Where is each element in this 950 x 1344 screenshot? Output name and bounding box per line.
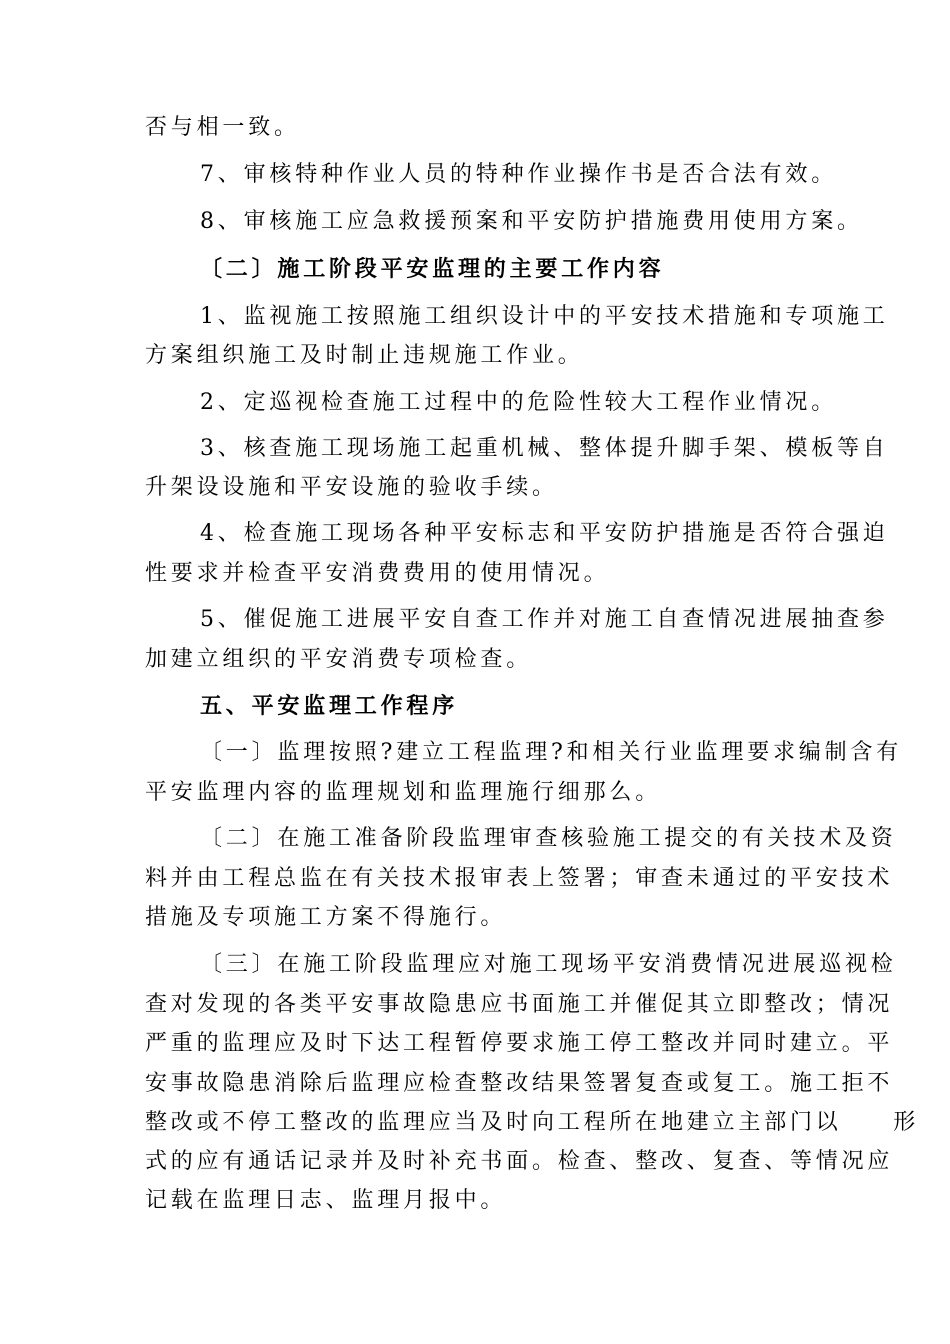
- procedure-paragraph-3-line-4: 安事故隐患消除后监理应检查整改结果签署复查或复工。施工拒不: [145, 1071, 894, 1096]
- list-item-5-line-1: 5、催促施工进展平安自查工作并对施工自查情况进展抽查参: [200, 607, 889, 632]
- list-item-3-line-1: 3、核查施工现场施工起重机械、整体提升脚手架、模板等自: [200, 436, 889, 461]
- list-item-1-line-2: 方案组织施工及时制止违规施工作业。: [145, 343, 584, 368]
- procedure-paragraph-3-line-7: 记载在监理日志、监理月报中。: [145, 1188, 507, 1213]
- procedure-paragraph-3-line-5: 整改或不停工整改的监理应当及时向工程所在地建立主部门以 形: [145, 1110, 920, 1135]
- list-item-7: 7、审核特种作业人员的特种作业操作书是否合法有效。: [200, 162, 837, 187]
- procedure-paragraph-2-line-1: 〔二〕在施工准备阶段监理审查核验施工提交的有关技术及资: [200, 826, 897, 851]
- list-item-2: 2、定巡视检查施工过程中的危险性较大工程作业情况。: [200, 390, 837, 415]
- procedure-paragraph-2-line-3: 措施及专项施工方案不得施行。: [145, 905, 507, 930]
- continuation-text: 否与相一致。: [145, 115, 300, 140]
- procedure-paragraph-1-line-1: 〔一〕监理按照?建立工程监理?和相关行业监理要求编制含有: [200, 740, 902, 765]
- procedure-paragraph-1-line-2: 平安监理内容的监理规划和监理施行细那么。: [145, 780, 662, 805]
- procedure-paragraph-3-line-1: 〔三〕在施工阶段监理应对施工现场平安消费情况进展巡视检: [200, 952, 897, 977]
- list-item-4-line-2: 性要求并检查平安消费费用的使用情况。: [145, 561, 610, 586]
- list-item-1-line-1: 1、监视施工按照施工组织设计中的平安技术措施和专项施工: [200, 304, 889, 329]
- section-heading-procedure: 五、平安监理工作程序: [200, 693, 459, 719]
- procedure-paragraph-2-line-2: 料并由工程总监在有关技术报审表上签署；审查未通过的平安技术: [145, 866, 894, 891]
- procedure-paragraph-3-line-3: 严重的监理应及时下达工程暂停要求施工停工整改并同时建立。平: [145, 1031, 894, 1056]
- procedure-paragraph-3-line-6: 式的应有通话记录并及时补充书面。检查、整改、复查、等情况应: [145, 1149, 894, 1174]
- list-item-8: 8、审核施工应急救援预案和平安防护措施费用使用方案。: [200, 209, 863, 234]
- list-item-4-line-1: 4、检查施工现场各种平安标志和平安防护措施是否符合强迫: [200, 521, 889, 546]
- procedure-paragraph-3-line-2: 查对发现的各类平安事故隐患应书面施工并催促其立即整改；情况: [145, 992, 894, 1017]
- list-item-3-line-2: 升架设设施和平安设施的验收手续。: [145, 475, 558, 500]
- section-heading-construction-stage: 〔二〕施工阶段平安监理的主要工作内容: [200, 256, 665, 282]
- list-item-5-line-2: 加建立组织的平安消费专项检查。: [145, 647, 533, 672]
